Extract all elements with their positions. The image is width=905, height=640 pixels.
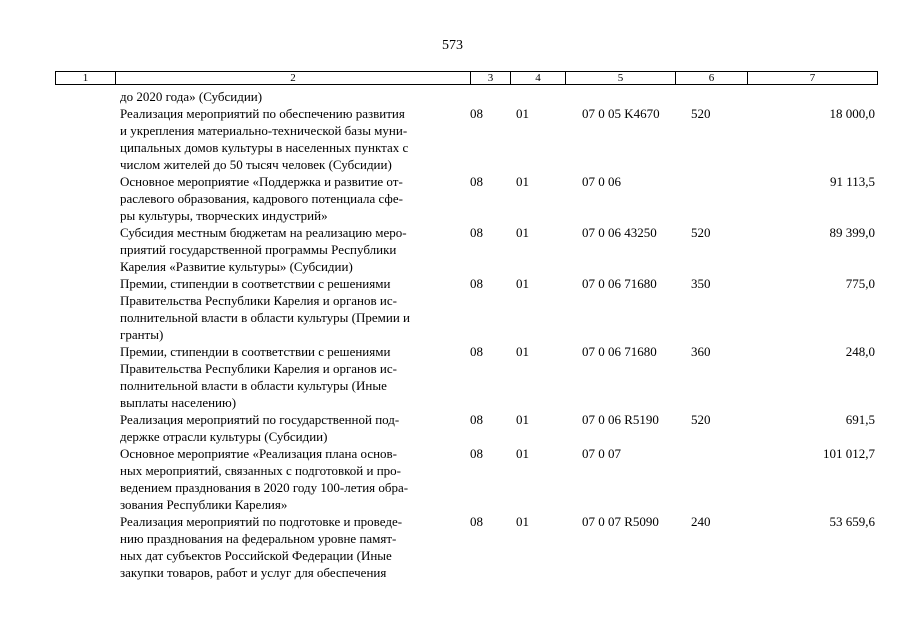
row-target-code: 07 0 06 43250 (582, 225, 657, 240)
header-col-7: 7 (809, 72, 816, 84)
description-line: Премии, стипендии в соответствии с решениями (120, 344, 391, 359)
table-header (55, 71, 878, 85)
description-line: раслевого образования, кадрового потенциала сфе- (120, 191, 403, 206)
row-section: 08 (470, 412, 483, 427)
description-line: Премии, стипендии в соответствии с решениями (120, 276, 391, 291)
row-description (120, 105, 465, 173)
header-col-2: 2 (116, 72, 471, 84)
row-subsection: 01 (516, 344, 529, 359)
description-line: до 2020 года» (Субсидии) (120, 89, 263, 104)
table-row (0, 275, 905, 343)
description-line: ципальных домов культуры в населенных пунктах с (120, 140, 409, 155)
row-subsection: 01 (516, 225, 529, 240)
table-body (0, 88, 905, 581)
description-line: ных мероприятий, связанных с подготовкой и про- (120, 463, 402, 478)
row-expense-type: 350 (691, 276, 711, 291)
row-amount: 18 000,0 (829, 106, 875, 121)
description-line: держке отрасли культуры (Субсидии) (120, 429, 328, 444)
description-line: и укрепления материально-технической базы муни- (120, 123, 408, 138)
description-line: гранты) (120, 327, 164, 342)
header-col-5: 5 (566, 72, 676, 84)
row-description (120, 445, 465, 513)
table-row (0, 411, 905, 445)
row-amount: 691,5 (845, 412, 875, 427)
row-target-code: 07 0 06 (582, 174, 621, 189)
row-section: 08 (470, 344, 483, 359)
description-line: Реализация мероприятий по государственной под- (120, 412, 400, 427)
row-amount: 91 113,5 (829, 174, 875, 189)
description-line: Основное мероприятие «Реализация плана основ- (120, 446, 398, 461)
row-description (120, 411, 465, 445)
row-amount: 775,0 (845, 276, 875, 291)
header-col-6: 6 (676, 72, 748, 84)
row-subsection: 01 (516, 446, 529, 461)
row-target-code: 07 0 07 (582, 446, 621, 461)
row-amount: 248,0 (845, 344, 875, 359)
table-row (0, 105, 905, 173)
description-line: Карелия «Развитие культуры» (Субсидии) (120, 259, 353, 274)
row-amount: 101 012,7 (823, 446, 875, 461)
row-subsection: 01 (516, 106, 529, 121)
row-description (120, 224, 465, 275)
table-row (0, 513, 905, 581)
description-line: числом жителей до 50 тысяч человек (Субсидии) (120, 157, 392, 172)
header-col-3: 3 (471, 72, 511, 84)
page-number: 573 (442, 38, 463, 53)
row-section: 08 (470, 514, 483, 529)
row-target-code: 07 0 06 71680 (582, 344, 657, 359)
row-target-code: 07 0 05 K4670 (582, 106, 660, 121)
row-subsection: 01 (516, 412, 529, 427)
row-amount: 89 399,0 (829, 225, 875, 240)
description-line: Правительства Республики Карелия и органов ис- (120, 361, 397, 376)
description-line: нию празднования на федеральном уровне памят- (120, 531, 397, 546)
header-col-1: 1 (56, 72, 116, 84)
description-line: Правительства Республики Карелия и органов ис- (120, 293, 397, 308)
row-expense-type: 520 (691, 412, 711, 427)
row-subsection: 01 (516, 514, 529, 529)
row-description (120, 275, 465, 343)
description-line: полнительной власти в области культуры (Премии и (120, 310, 411, 325)
table-row (0, 445, 905, 513)
row-section: 08 (470, 106, 483, 121)
row-description (120, 88, 465, 105)
description-line: Реализация мероприятий по обеспечению развития (120, 106, 405, 121)
row-section: 08 (470, 225, 483, 240)
row-target-code: 07 0 06 R5190 (582, 412, 659, 427)
row-target-code: 07 0 07 R5090 (582, 514, 659, 529)
description-line: ведением празднования в 2020 году 100-летия обра- (120, 480, 409, 495)
row-expense-type: 520 (691, 106, 711, 121)
row-expense-type: 240 (691, 514, 711, 529)
row-section: 08 (470, 174, 483, 189)
row-amount: 53 659,6 (829, 514, 875, 529)
row-description (120, 343, 465, 411)
row-expense-type: 520 (691, 225, 711, 240)
description-line: Реализация мероприятий по подготовке и проведе- (120, 514, 403, 529)
description-line: ры культуры, творческих индустрий» (120, 208, 328, 223)
table-row (0, 224, 905, 275)
row-subsection: 01 (516, 174, 529, 189)
header-col-4: 4 (511, 72, 566, 84)
description-line: приятий государственной программы Республики (120, 242, 397, 257)
row-description (120, 173, 465, 224)
description-line: зования Республики Карелия» (120, 497, 288, 512)
row-section: 08 (470, 446, 483, 461)
description-line: Основное мероприятие «Поддержка и развитие от- (120, 174, 403, 189)
row-target-code: 07 0 06 71680 (582, 276, 657, 291)
description-line: Субсидия местным бюджетам на реализацию меро- (120, 225, 407, 240)
row-subsection: 01 (516, 276, 529, 291)
table-row (0, 88, 905, 105)
row-description (120, 513, 465, 581)
description-line: закупки товаров, работ и услуг для обеспечения (120, 565, 387, 580)
description-line: полнительной власти в области культуры (Иные (120, 378, 387, 393)
table-row (0, 343, 905, 411)
row-expense-type: 360 (691, 344, 711, 359)
table-row (0, 173, 905, 224)
row-section: 08 (470, 276, 483, 291)
description-line: ных дат субъектов Российской Федерации (Иные (120, 548, 392, 563)
description-line: выплаты населению) (120, 395, 237, 410)
